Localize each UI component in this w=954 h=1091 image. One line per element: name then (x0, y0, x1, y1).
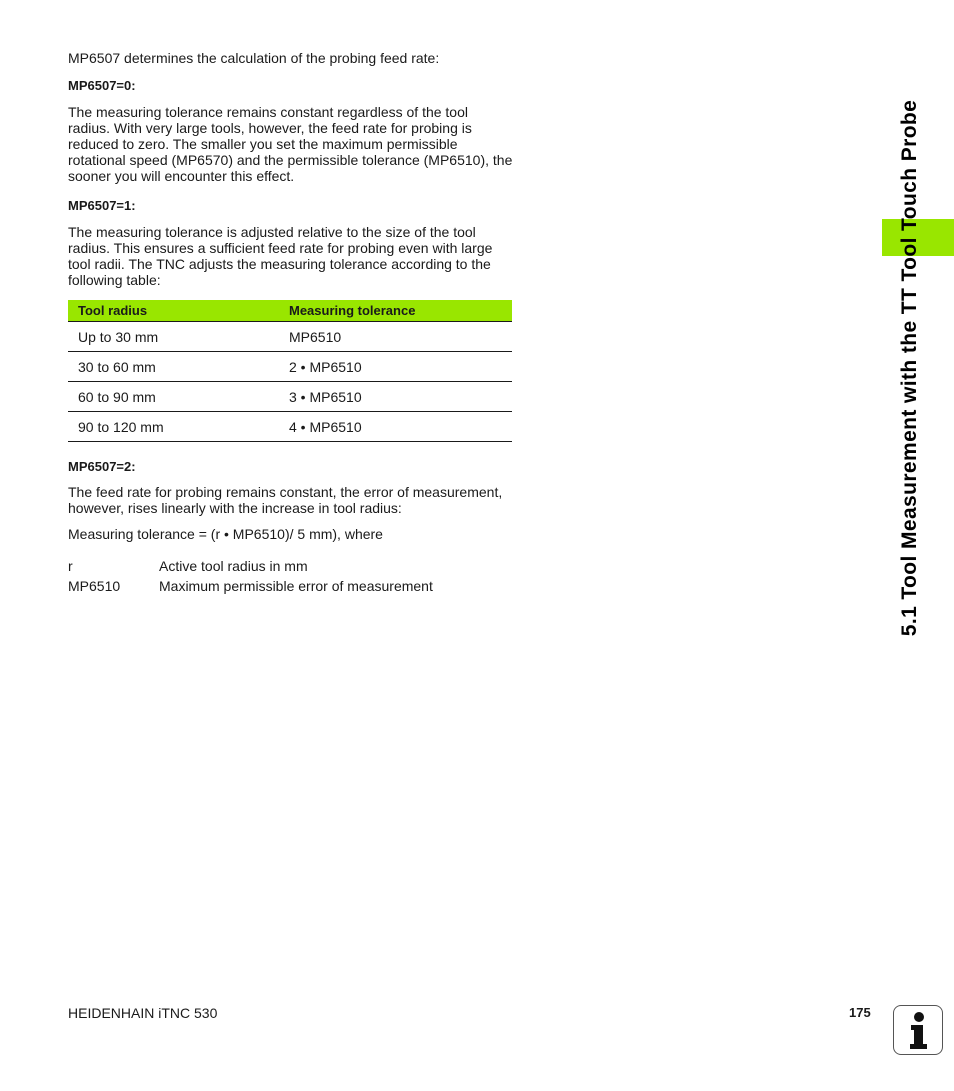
tolerance-table (68, 300, 512, 442)
table-cell-measuring-tolerance: MP6510 (279, 322, 512, 352)
definition-description: Maximum permissible error of measurement (159, 578, 433, 594)
definition-row (68, 556, 513, 576)
section-heading-mp6507-0: MP6507=0: (68, 78, 136, 93)
section-text-mp6507-1: The measuring tolerance is adjusted relative to the size of the tool radius. This ensures a sufficient feed rate for probing even with large tool radii. The TNC adjusts the measuring tolerance according to the following table: (68, 224, 493, 288)
definition-term: r (68, 558, 73, 574)
table-cell-measuring-tolerance: 3 • MP6510 (279, 382, 512, 412)
table-cell-tool-radius: 30 to 60 mm (68, 352, 279, 382)
intro-paragraph: MP6507 determines the calculation of the probing feed rate: (68, 50, 440, 66)
table-cell-measuring-tolerance: 2 • MP6510 (279, 352, 512, 382)
formula-text: Measuring tolerance = (r • MP6510)/ 5 mm), where (68, 526, 383, 542)
info-icon (893, 1005, 943, 1055)
side-chapter-title-text: 5.1 Tool Measurement with the TT Tool Touch Probe (898, 99, 921, 637)
section-text-mp6507-2: The feed rate for probing remains constant, the error of measurement, however, rises linearly with the increase in tool radius: (68, 484, 503, 516)
table-cell-tool-radius: Up to 30 mm (68, 322, 279, 352)
section-heading-mp6507-1: MP6507=1: (68, 198, 136, 213)
table-cell-tool-radius: 90 to 120 mm (68, 412, 279, 442)
section-text-mp6507-0: The measuring tolerance remains constant regardless of the tool radius. With very large tools, however, the feed rate for probing is reduced to zero. The smaller you set the maximum permissible rotational speed (MP6570) and the permissible tolerance (MP6510), the sooner you will encounter this effect. (68, 104, 513, 184)
page-content (68, 50, 513, 596)
definition-description: Active tool radius in mm (159, 558, 308, 574)
definition-term: MP6510 (68, 578, 121, 594)
definition-list (68, 556, 513, 596)
table-row (68, 352, 512, 382)
info-icon-glyph (894, 1006, 942, 1054)
definition-row (68, 576, 513, 596)
table-row (68, 412, 512, 442)
page-number: 175 (849, 1005, 871, 1020)
footer-product-name: HEIDENHAIN iTNC 530 (68, 1005, 218, 1021)
table-row (68, 382, 512, 412)
table-header-row (68, 300, 512, 322)
column-header-tool-radius: Tool radius (68, 300, 279, 322)
table-cell-measuring-tolerance: 4 • MP6510 (279, 412, 512, 442)
section-heading-mp6507-2: MP6507=2: (68, 459, 136, 474)
table-row (68, 322, 512, 352)
column-header-measuring-tolerance: Measuring tolerance (279, 300, 512, 322)
table-cell-tool-radius: 60 to 90 mm (68, 382, 279, 412)
